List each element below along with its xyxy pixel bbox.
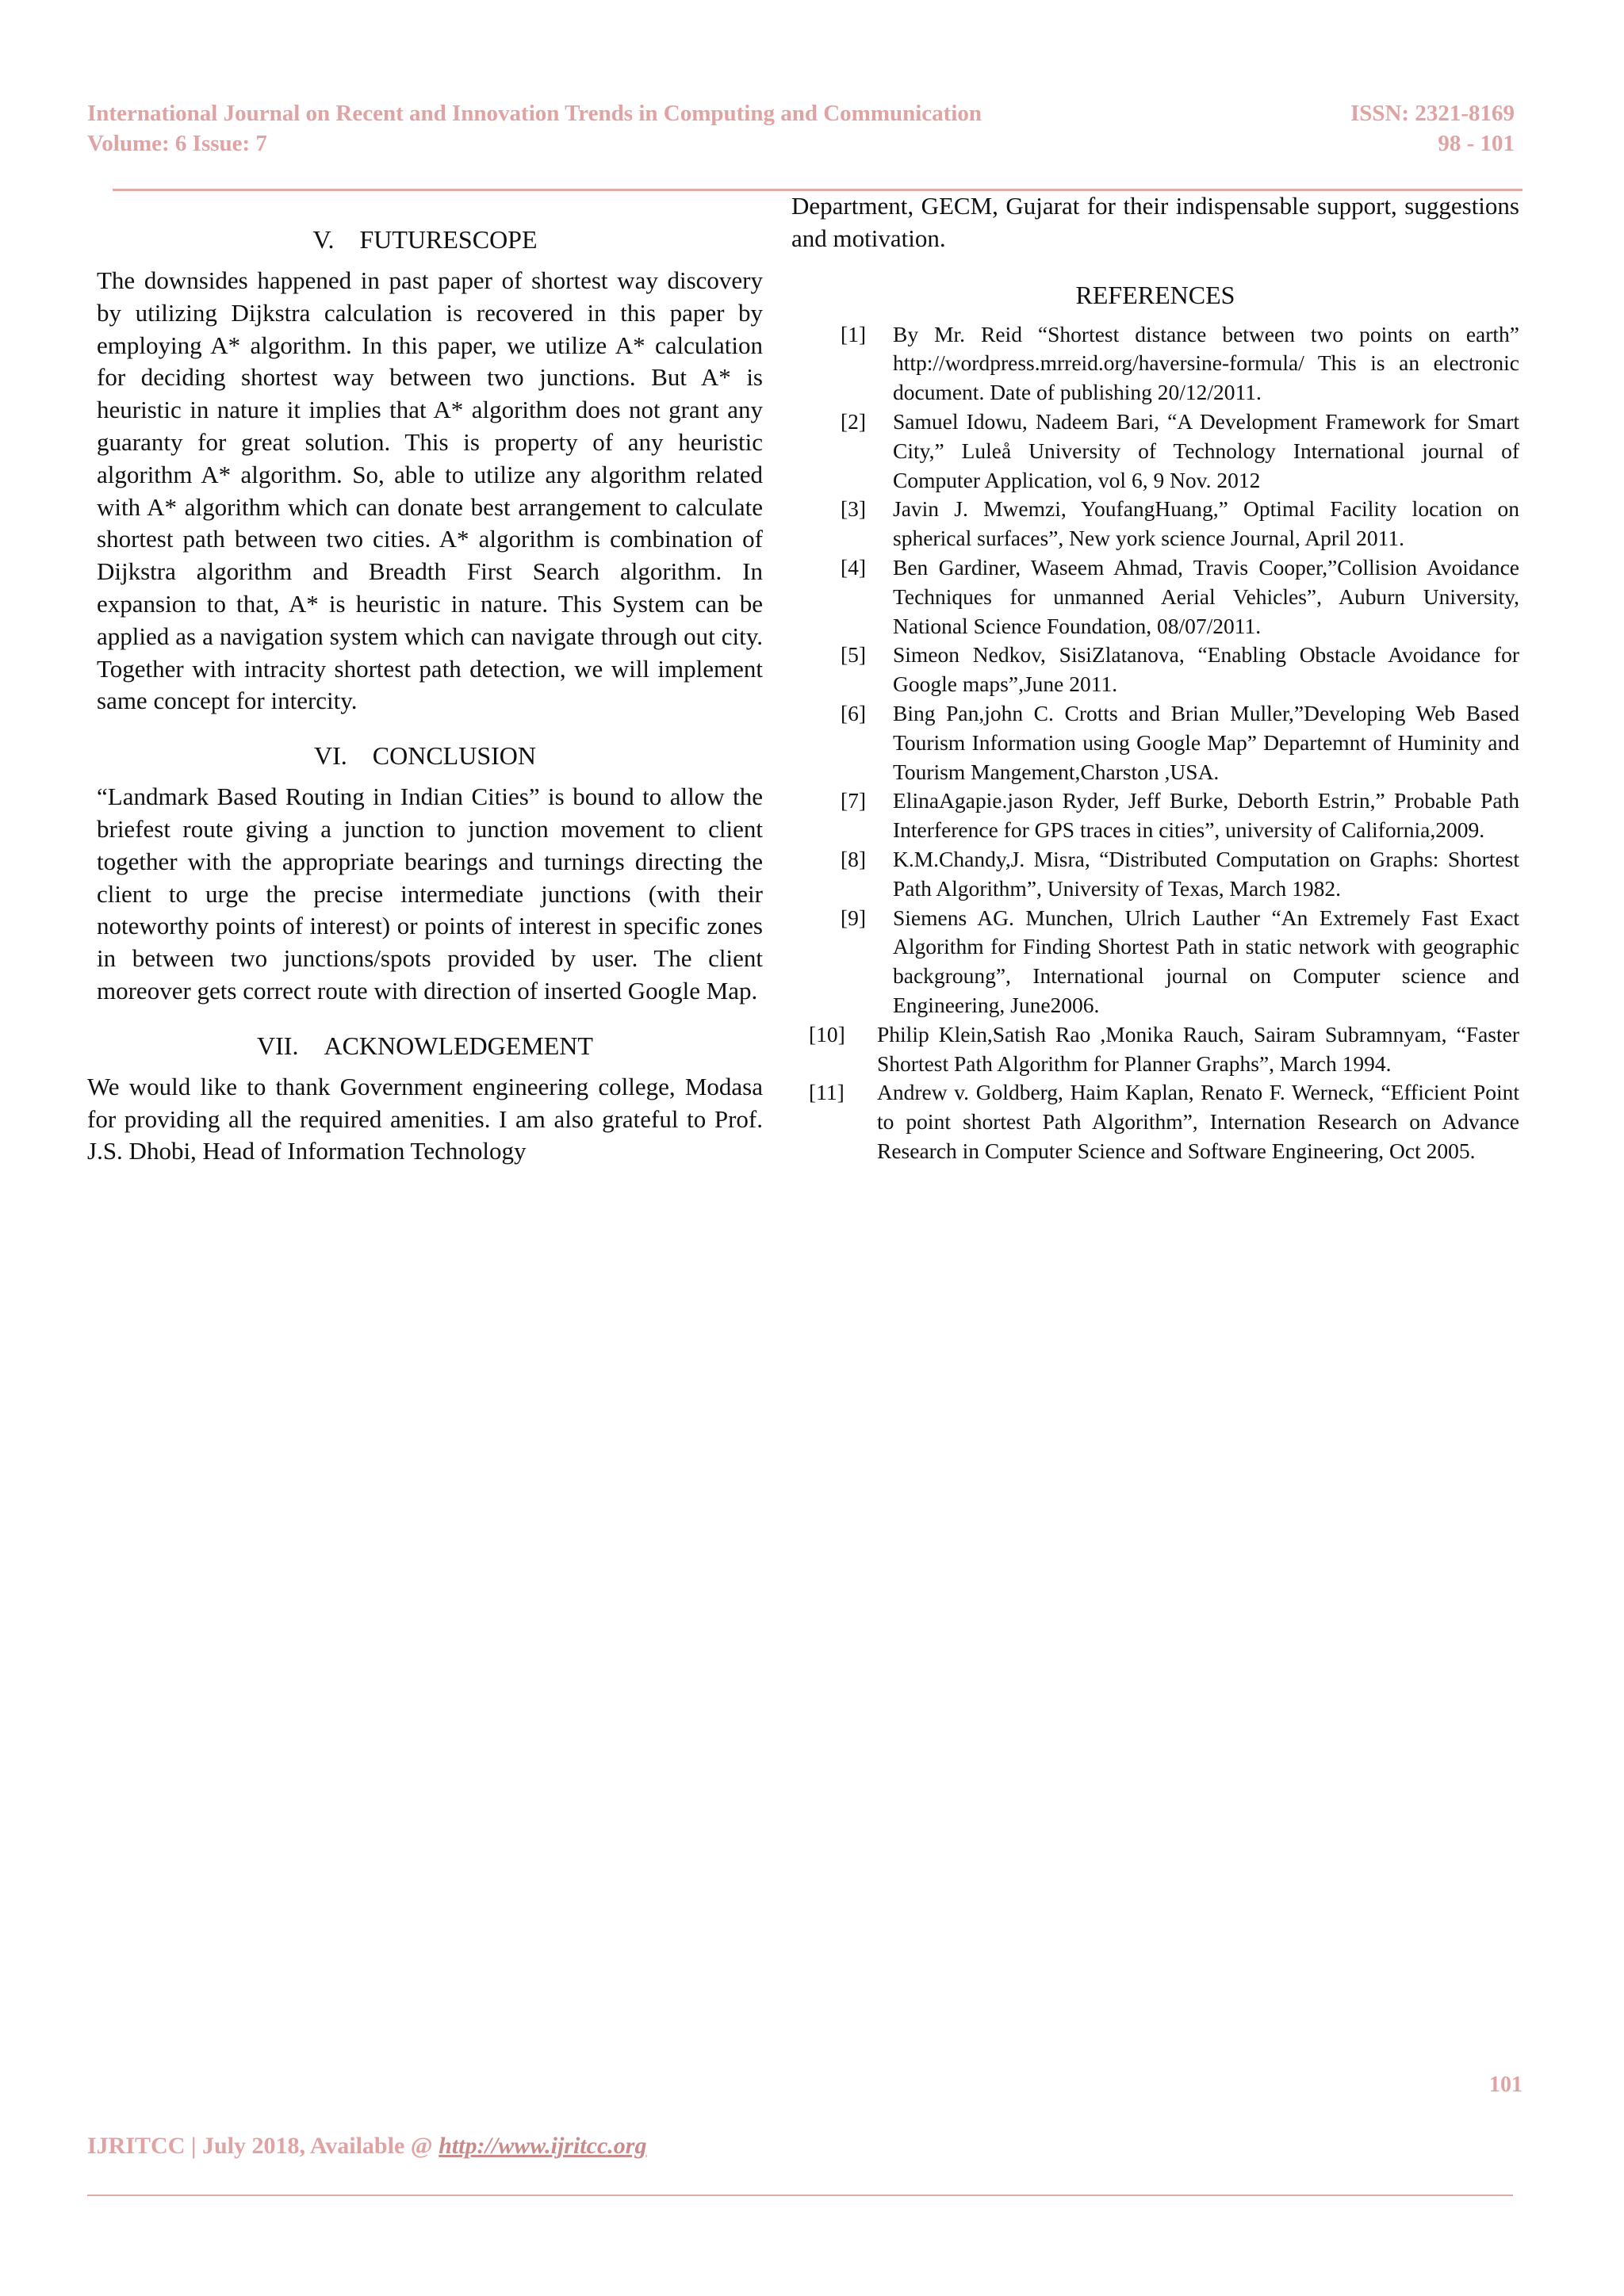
- reference-text: ElinaAgapie.jason Ryder, Jeff Burke, Deborth Estrin,” Probable Path Interference for GPS traces in cities”, university of California,2009.: [893, 788, 1519, 843]
- page-number: 101: [1489, 2072, 1522, 2097]
- reference-text: By Mr. Reid “Shortest distance between two points on earth” http://wordpress.mrreid.org/haversine-formula/ This is an electronic document. Date of publishing 20/12/2011.: [893, 321, 1519, 405]
- reference-number: [3]: [841, 496, 867, 522]
- reference-text: Ben Gardiner, Waseem Ahmad, Travis Cooper,”Collision Avoidance Techniques for unmanned Aerial Vehicles”, Auburn University, National Science Foundation, 08/07/2011.: [893, 554, 1519, 638]
- reference-text: Simeon Nedkov, SisiZlatanova, “Enabling Obstacle Avoidance for Google maps”,June 2011.: [893, 642, 1519, 697]
- reference-text: Andrew v. Goldberg, Haim Kaplan, Renato F. Werneck, “Efficient Point to point shortest Path Algorithm”, Internation Research on Advance Research in Computer Science and Software Engineering, Oct 2005.: [877, 1080, 1519, 1163]
- reference-item: [791, 699, 1519, 786]
- reference-text: Samuel Idowu, Nadeem Bari, “A Development Framework for Smart City,” Luleå University of Technology International journal of Computer Application, vol 6, 9 Nov. 2012: [893, 408, 1519, 492]
- reference-number: [6]: [841, 700, 867, 725]
- acknowledgement-body: We would like to thank Government engineering college, Modasa for providing all the required amenities. I am also grateful to Prof. J.S. Dhobi, Head of Information Technology: [87, 1072, 763, 1165]
- reference-number: [11]: [809, 1080, 845, 1105]
- reference-number: [10]: [809, 1021, 845, 1047]
- reference-number: [9]: [841, 905, 867, 930]
- conclusion-section: [87, 740, 763, 1008]
- reference-number: [8]: [841, 846, 867, 871]
- journal-link[interactable]: http://www.ijritcc.org: [439, 2133, 647, 2159]
- issn: ISSN: 2321-8169: [1350, 101, 1515, 126]
- reference-text: K.M.Chandy,J. Misra, “Distributed Computation on Graphs: Shortest Path Algorithm”, University of Texas, March 1982.: [893, 846, 1519, 901]
- reference-text: Bing Pan,john C. Crotts and Brian Muller,”Developing Web Based Tourism Information using Google Map” Departemnt of Huminity and Tourism Mangement,Charston ,USA.: [893, 700, 1519, 784]
- footer-text: IJRITCC | July 2018, Available @: [87, 2133, 439, 2159]
- futurescope-body: The downsides happened in past paper of shortest way discovery by utilizing Dijkstra calculation is recovered in this paper by employing A* algorithm. In this paper, we utilize A* calculation for deciding shortest way between two junctions. But A* is heuristic in nature it implies that A* algorithm does not grant any guaranty for great solution. This is property of any heuristic algorithm A* algorithm. So, able to utilize any algorithm related with A* algorithm which can donate best arrangement to calculate shortest path between two cities. A* algorithm is combination of Dijkstra algorithm and Breadth First Search algorithm. In expansion to that, A* is heuristic in nature. This System can be applied as a navigation system which can navigate through out city. Together with intracity shortest path detection, we will implement same concept for intercity.: [97, 266, 763, 715]
- reference-item: [791, 904, 1519, 1020]
- reference-text: Javin J. Mwemzi, YoufangHuang,” Optimal Facility location on spherical surfaces”, New york science Journal, April 2011.: [893, 496, 1519, 551]
- footer-divider: [87, 2195, 1513, 2196]
- reference-number: [4]: [841, 554, 867, 580]
- left-column: [87, 190, 763, 1168]
- acknowledgement-heading: VII. ACKNOWLEDGEMENT: [257, 1031, 593, 1060]
- reference-text: Siemens AG. Munchen, Ulrich Lauther “An Extremely Fast Exact Algorithm for Finding Shortest Path in static network with geographic backgroung”, International journal on Computer science and Engineering, June2006.: [893, 905, 1519, 1017]
- reference-item: [791, 1020, 1519, 1079]
- reference-number: [2]: [841, 408, 867, 434]
- conclusion-body: “Landmark Based Routing in Indian Cities” is bound to allow the briefest route giving a junction to junction movement to client together with the appropriate bearings and turnings directing the client to urge the precise intermediate junctions (with their noteworthy points of interest) or points of interest in specific zones in between two junctions/spots provided by user. The client moreover gets correct route with direction of inserted Google Map.: [97, 783, 763, 1004]
- volume-issue: Volume: 6 Issue: 7: [87, 131, 267, 156]
- futurescope-section: [87, 224, 763, 718]
- reference-item: [791, 1078, 1519, 1165]
- references-list: [791, 320, 1519, 1166]
- reference-number: [7]: [841, 788, 867, 813]
- reference-item: [791, 495, 1519, 553]
- references-heading: REFERENCES: [1075, 280, 1235, 309]
- futurescope-heading: V. FUTURESCOPE: [312, 225, 538, 254]
- reference-item: [791, 641, 1519, 699]
- conclusion-heading: VI. CONCLUSION: [314, 741, 536, 771]
- reference-item: [791, 408, 1519, 495]
- reference-number: [1]: [841, 321, 867, 346]
- journal-title: International Journal on Recent and Innovation Trends in Computing and Communication: [87, 101, 982, 126]
- reference-item: [791, 786, 1519, 845]
- page-range: 98 - 101: [1438, 131, 1515, 156]
- reference-item: [791, 320, 1519, 408]
- reference-item: [791, 845, 1519, 904]
- reference-item: [791, 553, 1519, 641]
- reference-text: Philip Klein,Satish Rao ,Monika Rauch, Sairam Subramnyam, “Faster Shortest Path Algorithm for Planner Graphs”, March 1994.: [877, 1021, 1519, 1076]
- acknowledgement-section: [87, 1030, 763, 1168]
- right-column: [791, 190, 1519, 1166]
- reference-number: [5]: [841, 642, 867, 668]
- page-footer: [87, 2133, 646, 2160]
- acknowledgement-continued: Department, GECM, Gujarat for their indispensable support, suggestions and motivation.: [791, 192, 1519, 252]
